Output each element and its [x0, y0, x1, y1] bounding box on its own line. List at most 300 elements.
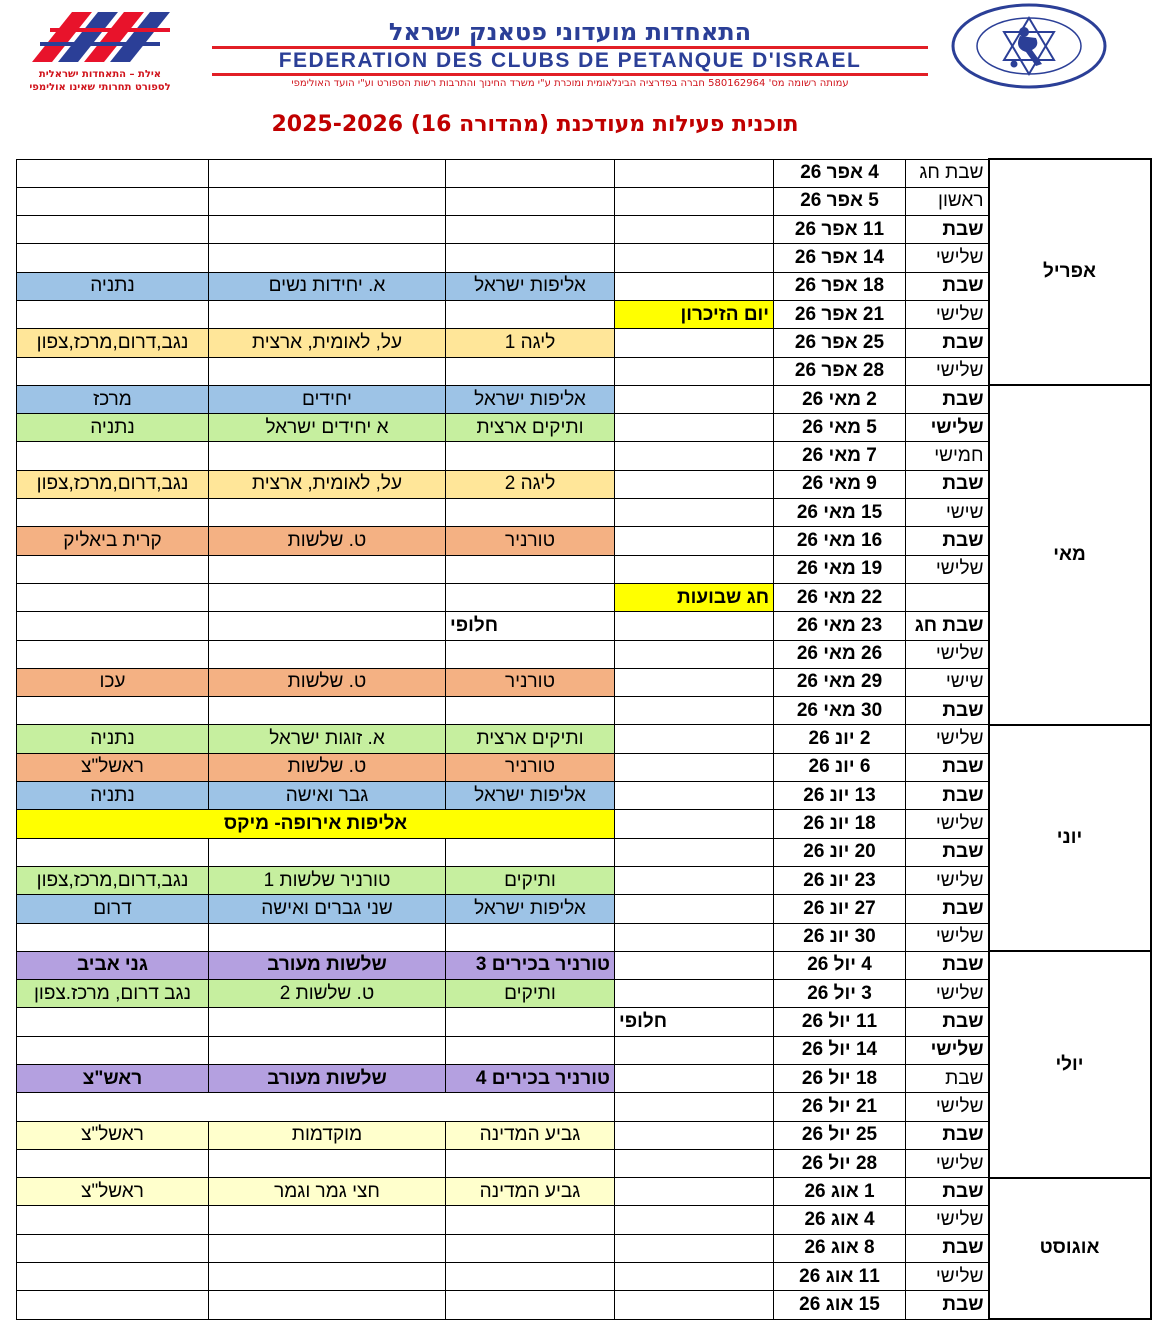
event-cell: אליפות ישראל	[446, 385, 615, 413]
table-row	[17, 782, 1151, 810]
table-row	[17, 272, 1151, 300]
date-cell: 11 אפר 26	[774, 216, 906, 244]
month-cell: אוגוסט	[989, 1178, 1151, 1319]
category-cell	[209, 216, 446, 244]
category-cell	[209, 1291, 446, 1319]
category-cell	[209, 1008, 446, 1036]
table-row	[17, 187, 1151, 215]
date-cell: 5 מאי 26	[774, 414, 906, 442]
note-cell	[615, 357, 774, 385]
month-cell: אפריל	[989, 159, 1151, 385]
weekday-cell: שישי	[906, 499, 989, 527]
table-row	[17, 329, 1151, 357]
note-cell: חלופי	[615, 1008, 774, 1036]
date-cell: 21 יול 26	[774, 1093, 906, 1121]
table-row	[17, 810, 1151, 838]
category-cell: שלשות מעורב	[209, 951, 446, 979]
date-cell: 19 מאי 26	[774, 555, 906, 583]
date-cell: 22 מאי 26	[774, 583, 906, 611]
organization-subtitle: עמותה רשומה מס' 580162964 חברה בפדרציה הבינלאומית ומוכרת ע"י משרד החינוך והתרבות רשות הספורט וע"י הועד האולימפי	[291, 78, 849, 89]
location-cell	[17, 923, 209, 951]
weekday-cell: שלישי	[906, 980, 989, 1008]
weekday-cell: שבת	[906, 1291, 989, 1319]
note-cell	[615, 1121, 774, 1149]
table-row	[17, 951, 1151, 979]
date-cell: 26 מאי 26	[774, 640, 906, 668]
location-cell: נתניה	[17, 414, 209, 442]
organization-name-block	[212, 18, 928, 92]
location-cell	[17, 499, 209, 527]
category-cell: ט. שלשות	[209, 753, 446, 781]
event-cell	[446, 583, 615, 611]
location-cell	[17, 640, 209, 668]
category-cell: א יחידים ישראל	[209, 414, 446, 442]
location-cell	[17, 300, 209, 328]
weekday-cell: שבת	[906, 895, 989, 923]
event-cell	[446, 357, 615, 385]
ilat-logo-text-1: אילת – התאחדות ישראלית	[38, 69, 162, 80]
note-cell	[615, 385, 774, 413]
table-row	[17, 980, 1151, 1008]
table-row	[17, 866, 1151, 894]
date-cell: 9 מאי 26	[774, 470, 906, 498]
date-cell: 8 אוג 26	[774, 1234, 906, 1262]
table-row	[17, 612, 1151, 640]
month-cell: מאי	[989, 385, 1151, 725]
table-row	[17, 244, 1151, 272]
note-cell	[615, 499, 774, 527]
note-cell	[615, 272, 774, 300]
weekday-cell: שבת	[906, 470, 989, 498]
weekday-cell: שלישי	[906, 1263, 989, 1291]
event-cell	[446, 159, 615, 187]
table-row	[17, 1093, 1151, 1121]
location-cell: נתניה	[17, 272, 209, 300]
date-cell: 18 יול 26	[774, 1065, 906, 1093]
date-cell: 28 אפר 26	[774, 357, 906, 385]
location-cell	[17, 697, 209, 725]
category-cell: שלשות מעורב	[209, 1065, 446, 1093]
table-row	[17, 1263, 1151, 1291]
location-cell: ראשל"צ	[17, 1178, 209, 1206]
category-cell	[209, 187, 446, 215]
note-cell	[615, 753, 774, 781]
event-cell	[446, 1149, 615, 1177]
date-cell: 14 אפר 26	[774, 244, 906, 272]
category-cell: מוקדמות	[209, 1121, 446, 1149]
event-cell: ותיקים ארצית	[446, 725, 615, 753]
date-cell: 20 יונ 26	[774, 838, 906, 866]
weekday-cell: שבת	[906, 697, 989, 725]
table-row	[17, 895, 1151, 923]
schedule-table	[16, 158, 1152, 1320]
table-row	[17, 470, 1151, 498]
page-title: תוכנית פעילות מעודכנת (מהדורה 16) 2025-2026	[271, 112, 799, 137]
location-cell	[17, 1291, 209, 1319]
weekday-cell: שלישי	[906, 244, 989, 272]
category-cell: א. זוגות ישראל	[209, 725, 446, 753]
event-cell: חלופי	[446, 612, 615, 640]
note-cell	[615, 1065, 774, 1093]
event-cell	[446, 1206, 615, 1234]
category-cell	[209, 1206, 446, 1234]
location-cell: נגב,דרום,מרכז,צפון	[17, 329, 209, 357]
table-row	[17, 753, 1151, 781]
category-cell	[209, 244, 446, 272]
note-cell	[615, 470, 774, 498]
location-cell	[17, 1263, 209, 1291]
category-cell	[209, 1036, 446, 1064]
note-cell	[615, 951, 774, 979]
weekday-cell: שבת	[906, 782, 989, 810]
table-row	[17, 697, 1151, 725]
date-cell: 11 אוג 26	[774, 1263, 906, 1291]
location-cell: נתניה	[17, 725, 209, 753]
event-cell	[446, 1008, 615, 1036]
weekday-cell: שלישי	[906, 810, 989, 838]
table-row	[17, 159, 1151, 187]
date-cell: 15 אוג 26	[774, 1291, 906, 1319]
date-cell: 16 מאי 26	[774, 527, 906, 555]
table-row	[17, 555, 1151, 583]
note-cell	[615, 1263, 774, 1291]
location-cell: נתניה	[17, 782, 209, 810]
date-cell: 23 מאי 26	[774, 612, 906, 640]
weekday-cell: שלישי	[906, 1149, 989, 1177]
federation-emblem-icon	[944, 2, 1124, 92]
note-cell	[615, 810, 774, 838]
category-cell	[209, 612, 446, 640]
category-cell	[209, 640, 446, 668]
note-cell	[615, 159, 774, 187]
event-cell	[17, 1093, 615, 1121]
page-header	[0, 0, 1152, 105]
note-cell	[615, 612, 774, 640]
category-cell	[209, 923, 446, 951]
month-cell: יוני	[989, 725, 1151, 951]
date-cell: 1 אוג 26	[774, 1178, 906, 1206]
event-cell	[446, 499, 615, 527]
date-cell: 15 מאי 26	[774, 499, 906, 527]
location-cell	[17, 1149, 209, 1177]
category-cell: על, לאומית, ארצית	[209, 329, 446, 357]
ilat-logo	[10, 4, 190, 100]
location-cell: ראשל"צ	[17, 1121, 209, 1149]
event-cell: ותיקים	[446, 980, 615, 1008]
note-cell	[615, 980, 774, 1008]
event-cell	[446, 1036, 615, 1064]
location-cell: מרכז	[17, 385, 209, 413]
category-cell: שני גברים ואישה	[209, 895, 446, 923]
table-row	[17, 357, 1151, 385]
event-cell: אליפות ישראל	[446, 272, 615, 300]
table-row	[17, 725, 1151, 753]
location-cell: קרית ביאליק	[17, 527, 209, 555]
note-cell	[615, 216, 774, 244]
category-cell: ט. שלשות	[209, 668, 446, 696]
location-cell: דרום	[17, 895, 209, 923]
event-cell	[446, 838, 615, 866]
weekday-cell: שבת	[906, 216, 989, 244]
event-cell: אליפות ישראל	[446, 782, 615, 810]
table-row	[17, 385, 1151, 413]
date-cell: 30 מאי 26	[774, 697, 906, 725]
note-cell	[615, 1178, 774, 1206]
weekday-cell	[906, 583, 989, 611]
location-cell	[17, 583, 209, 611]
table-row	[17, 668, 1151, 696]
category-cell: חצי גמר וגמר	[209, 1178, 446, 1206]
table-row	[17, 838, 1151, 866]
event-cell: טורניר בכירים 3	[446, 951, 615, 979]
table-row	[17, 1065, 1151, 1093]
category-cell: יחידים	[209, 385, 446, 413]
note-cell	[615, 1291, 774, 1319]
category-cell	[209, 300, 446, 328]
table-row	[17, 499, 1151, 527]
category-cell	[209, 499, 446, 527]
note-cell	[615, 895, 774, 923]
date-cell: 6 יונ 26	[774, 753, 906, 781]
table-row	[17, 1121, 1151, 1149]
federation-logo	[944, 2, 1124, 92]
event-cell	[446, 640, 615, 668]
weekday-cell: שבת	[906, 1008, 989, 1036]
event-cell: אליפות אירופה- מיקס	[17, 810, 615, 838]
event-cell: ותיקים	[446, 866, 615, 894]
event-cell: ותיקים ארצית	[446, 414, 615, 442]
table-row	[17, 1008, 1151, 1036]
event-cell: ליגה 1	[446, 329, 615, 357]
location-cell: עכו	[17, 668, 209, 696]
location-cell	[17, 555, 209, 583]
category-cell	[209, 357, 446, 385]
event-cell: טורניר	[446, 668, 615, 696]
category-cell	[209, 159, 446, 187]
location-cell	[17, 244, 209, 272]
weekday-cell: שבת	[906, 753, 989, 781]
date-cell: 21 אפר 26	[774, 300, 906, 328]
weekday-cell: שבת	[906, 1234, 989, 1262]
note-cell	[615, 782, 774, 810]
event-cell: טורניר	[446, 753, 615, 781]
date-cell: 2 מאי 26	[774, 385, 906, 413]
note-cell	[615, 1093, 774, 1121]
date-cell: 4 אפר 26	[774, 159, 906, 187]
date-cell: 3 יול 26	[774, 980, 906, 1008]
note-cell	[615, 329, 774, 357]
location-cell	[17, 838, 209, 866]
table-row	[17, 1149, 1151, 1177]
location-cell	[17, 187, 209, 215]
weekday-cell: שלישי	[906, 1206, 989, 1234]
date-cell: 30 יונ 26	[774, 923, 906, 951]
event-cell	[446, 216, 615, 244]
table-row	[17, 300, 1151, 328]
location-cell	[17, 1008, 209, 1036]
category-cell	[209, 1149, 446, 1177]
weekday-cell: שבת	[906, 1065, 989, 1093]
date-cell: 29 מאי 26	[774, 668, 906, 696]
date-cell: 18 אפר 26	[774, 272, 906, 300]
weekday-cell: שבת	[906, 951, 989, 979]
event-cell	[446, 300, 615, 328]
organization-name-french: FEDERATION DES CLUBS DE PETANQUE D'ISRAEL	[212, 46, 928, 76]
date-cell: 5 אפר 26	[774, 187, 906, 215]
note-cell	[615, 555, 774, 583]
date-cell: 4 יול 26	[774, 951, 906, 979]
note-cell	[615, 1036, 774, 1064]
weekday-cell: שלישי	[906, 300, 989, 328]
location-cell	[17, 216, 209, 244]
note-cell	[615, 414, 774, 442]
category-cell: ט. שלשות 2	[209, 980, 446, 1008]
weekday-cell: שישי	[906, 668, 989, 696]
note-cell	[615, 668, 774, 696]
location-cell	[17, 1206, 209, 1234]
organization-name-hebrew: התאחדות מועדוני פטאנק ישראל	[388, 18, 752, 46]
weekday-cell: שבת	[906, 527, 989, 555]
weekday-cell: שבת חג	[906, 612, 989, 640]
date-cell: 14 יול 26	[774, 1036, 906, 1064]
table-row	[17, 923, 1151, 951]
date-cell: 25 אפר 26	[774, 329, 906, 357]
note-cell	[615, 1206, 774, 1234]
weekday-cell: שבת	[906, 329, 989, 357]
event-cell	[446, 555, 615, 583]
weekday-cell: שלישי	[906, 725, 989, 753]
date-cell: 28 יול 26	[774, 1149, 906, 1177]
date-cell: 11 יול 26	[774, 1008, 906, 1036]
location-cell	[17, 442, 209, 470]
category-cell	[209, 838, 446, 866]
weekday-cell: שלישי	[906, 1093, 989, 1121]
weekday-cell: שבת	[906, 1121, 989, 1149]
weekday-cell: שלישי	[906, 1036, 989, 1064]
event-cell: ליגה 2	[446, 470, 615, 498]
table-row	[17, 1206, 1151, 1234]
event-cell: אליפות ישראל	[446, 895, 615, 923]
event-cell	[446, 1291, 615, 1319]
event-cell	[446, 244, 615, 272]
event-cell	[446, 697, 615, 725]
location-cell	[17, 612, 209, 640]
note-cell	[615, 697, 774, 725]
date-cell: 27 יונ 26	[774, 895, 906, 923]
category-cell: ט. שלשות	[209, 527, 446, 555]
weekday-cell: שבת	[906, 1178, 989, 1206]
category-cell: על, לאומית, ארצית	[209, 470, 446, 498]
table-row	[17, 1178, 1151, 1206]
event-cell	[446, 1234, 615, 1262]
date-cell: 7 מאי 26	[774, 442, 906, 470]
event-cell	[446, 442, 615, 470]
category-cell: טורניר שלשות 1	[209, 866, 446, 894]
date-cell: 2 יונ 26	[774, 725, 906, 753]
ilat-logo-text-2: לספורט תחרותי שאינו אולימפי	[29, 82, 171, 93]
weekday-cell: שבת חג	[906, 159, 989, 187]
weekday-cell: שלישי	[906, 866, 989, 894]
date-cell: 25 יול 26	[774, 1121, 906, 1149]
event-cell	[446, 1263, 615, 1291]
date-cell: 13 יונ 26	[774, 782, 906, 810]
date-cell: 18 יונ 26	[774, 810, 906, 838]
note-cell	[615, 244, 774, 272]
date-cell: 4 אוג 26	[774, 1206, 906, 1234]
table-row	[17, 442, 1151, 470]
category-cell: גבר ואישה	[209, 782, 446, 810]
table-row	[17, 1234, 1151, 1262]
month-cell: יולי	[989, 951, 1151, 1177]
event-cell	[446, 187, 615, 215]
weekday-cell: שבת	[906, 385, 989, 413]
note-cell	[615, 1234, 774, 1262]
note-cell	[615, 640, 774, 668]
location-cell	[17, 159, 209, 187]
category-cell	[209, 555, 446, 583]
weekday-cell: חמישי	[906, 442, 989, 470]
location-cell	[17, 357, 209, 385]
weekday-cell: שלישי	[906, 357, 989, 385]
weekday-cell: שלישי	[906, 640, 989, 668]
weekday-cell: שבת	[906, 838, 989, 866]
date-cell: 23 יונ 26	[774, 866, 906, 894]
event-cell	[446, 923, 615, 951]
note-cell	[615, 866, 774, 894]
location-cell	[17, 1234, 209, 1262]
location-cell: נגב דרום, מרכז.צפון	[17, 980, 209, 1008]
note-cell	[615, 187, 774, 215]
category-cell: א. יחידות נשים	[209, 272, 446, 300]
note-cell: יום הזיכרון	[615, 300, 774, 328]
table-row	[17, 640, 1151, 668]
category-cell	[209, 1263, 446, 1291]
note-cell	[615, 442, 774, 470]
table-row	[17, 1291, 1151, 1319]
note-cell	[615, 1149, 774, 1177]
note-cell: חג שבועות	[615, 583, 774, 611]
note-cell	[615, 838, 774, 866]
category-cell	[209, 1234, 446, 1262]
note-cell	[615, 725, 774, 753]
category-cell	[209, 697, 446, 725]
event-cell: טורניר	[446, 527, 615, 555]
weekday-cell: שלישי	[906, 923, 989, 951]
table-row	[17, 1036, 1151, 1064]
location-cell: ראש"צ	[17, 1065, 209, 1093]
category-cell	[209, 442, 446, 470]
event-cell: גביע המדינה	[446, 1178, 615, 1206]
note-cell	[615, 527, 774, 555]
location-cell: נגב,דרום,מרכז,צפון	[17, 470, 209, 498]
event-cell: גביע המדינה	[446, 1121, 615, 1149]
weekday-cell: שבת	[906, 272, 989, 300]
category-cell	[209, 583, 446, 611]
note-cell	[615, 923, 774, 951]
weekday-cell: שלישי	[906, 555, 989, 583]
table-row	[17, 216, 1151, 244]
table-row	[17, 414, 1151, 442]
location-cell: גני אביב	[17, 951, 209, 979]
location-cell: נגב,דרום,מרכז,צפון	[17, 866, 209, 894]
table-row	[17, 583, 1151, 611]
location-cell	[17, 1036, 209, 1064]
table-row	[17, 527, 1151, 555]
location-cell: ראשל"צ	[17, 753, 209, 781]
event-cell: טורניר בכירים 4	[446, 1065, 615, 1093]
weekday-cell: שלישי	[906, 414, 989, 442]
weekday-cell: ראשון	[906, 187, 989, 215]
